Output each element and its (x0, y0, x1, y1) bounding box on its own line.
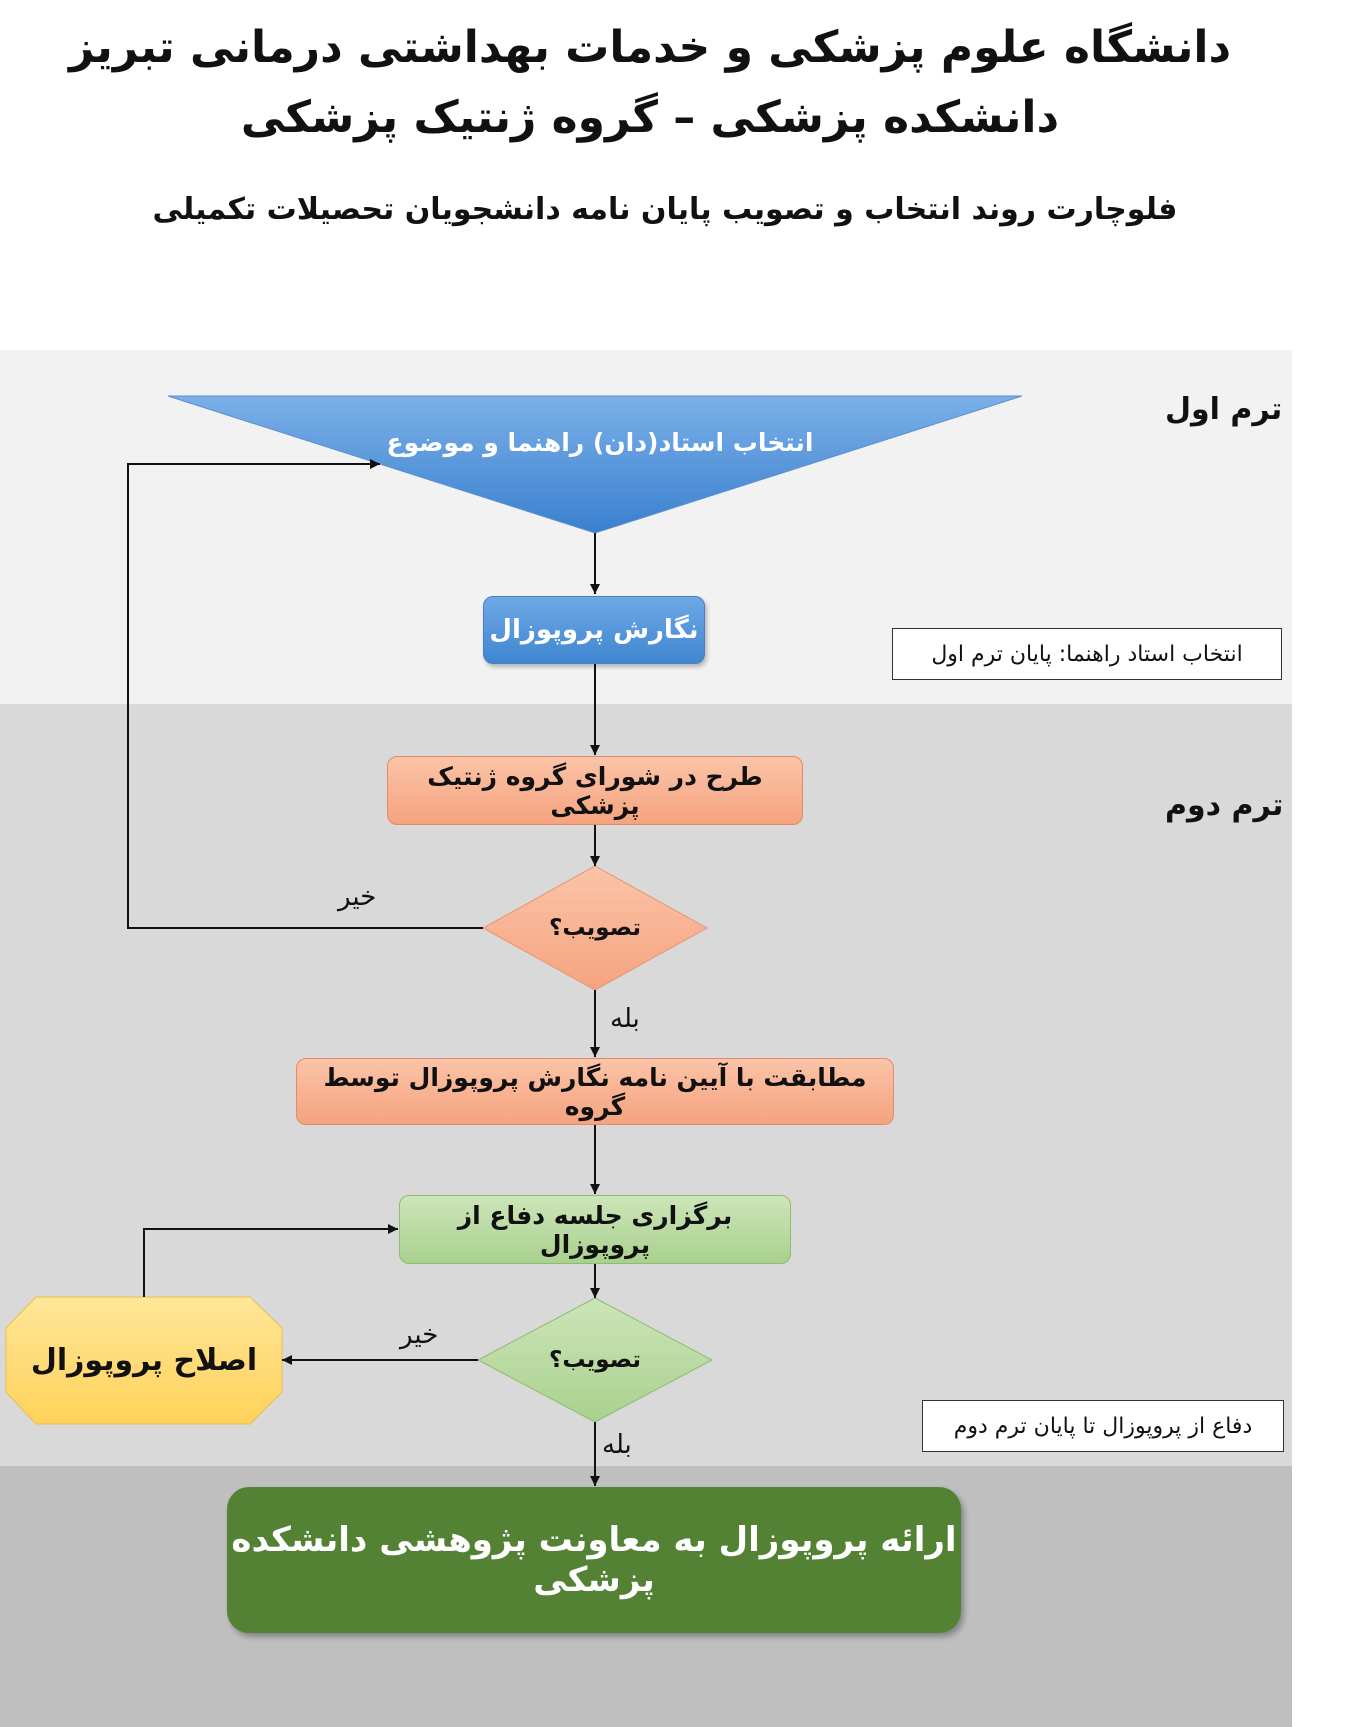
approval-2-label: تصویب؟ (548, 1347, 642, 1373)
second-term-label: ترم دوم (1165, 788, 1284, 823)
yes-label-2: بله (602, 1430, 632, 1460)
no-label-2: خیر (400, 1320, 439, 1350)
no-label-1: خیر (338, 882, 377, 912)
yes-label-1: بله (610, 1004, 640, 1034)
write-proposal-box: نگارش پروپوزال (483, 596, 705, 664)
revise-proposal-label: اصلاح پروپوزال (30, 1343, 258, 1378)
flowchart-title: فلوچارت روند انتخاب و تصویب پایان نامه دانشجویان تحصیلات تکمیلی (152, 192, 1178, 227)
compliance-check-box: مطابقت با آیین نامه نگارش پروپوزال توسط گروه (296, 1058, 894, 1125)
page-title: دانشگاه علوم پزشکی و خدمات بهداشتی درمانی تبریز (68, 22, 1232, 73)
approval-1-label: تصویب؟ (548, 915, 642, 941)
defense-session-box: برگزاری جلسه دفاع از پروپوزال (399, 1195, 791, 1264)
select-supervisor-label: انتخاب استاد(دان) راهنما و موضوع (386, 428, 814, 457)
page-subtitle-faculty: دانشکده پزشکی – گروه ژنتیک پزشکی (240, 92, 1060, 143)
council-review-box: طرح در شورای گروه ژنتیک پزشکی (387, 756, 803, 825)
second-term-note: دفاع از پروپوزال تا پایان ترم دوم (922, 1400, 1284, 1452)
submit-to-research-box: ارائه پروپوزال به معاونت پژوهشی دانشکده پزشکی (227, 1487, 961, 1633)
first-term-label: ترم اول (1165, 392, 1283, 427)
first-term-note: انتخاب استاد راهنما: پایان ترم اول (892, 628, 1282, 680)
